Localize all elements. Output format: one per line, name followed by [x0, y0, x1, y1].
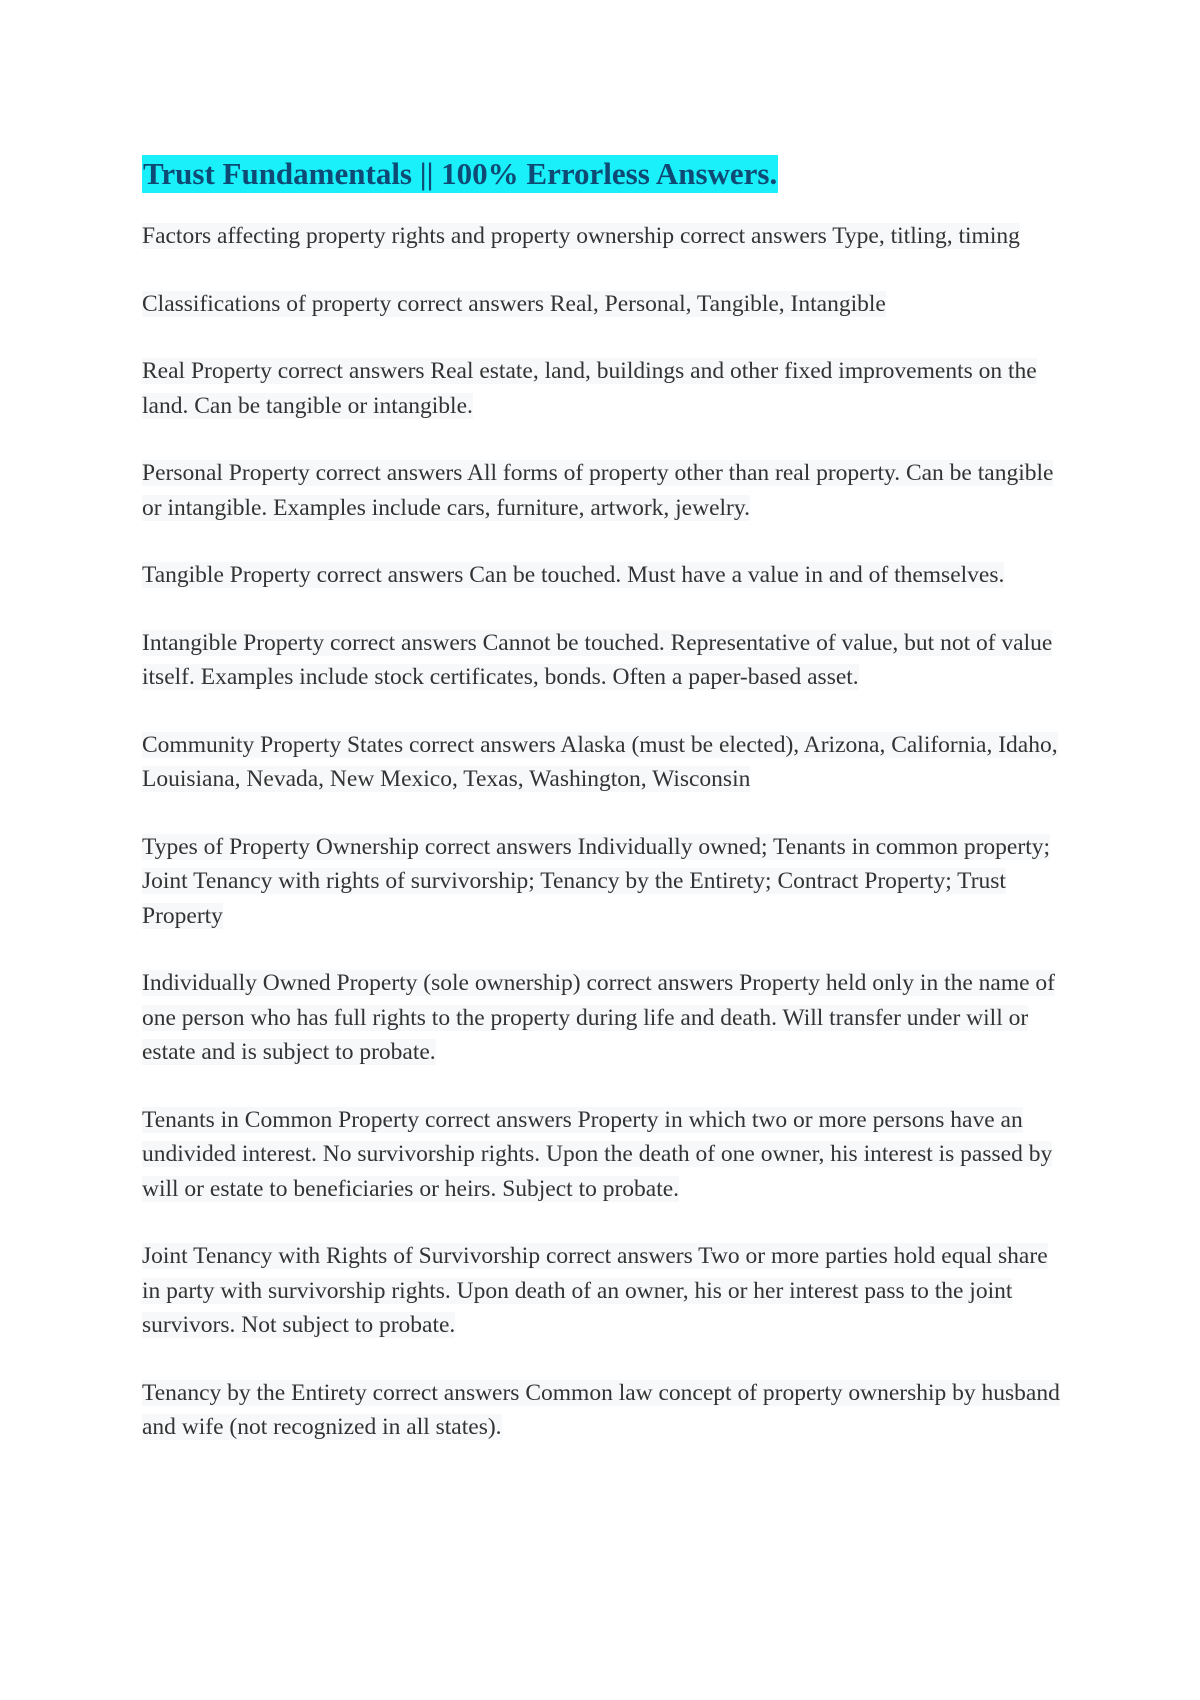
qa-entry-text: Joint Tenancy with Rights of Survivorship correct answers Two or more parties hold equal share in party with survivorship rights. Upon death of an owner, his or her interest pass to the joint survivors. Not subject to probate. [142, 1243, 1048, 1338]
qa-entry [142, 966, 1062, 1070]
qa-entry-text: Classifications of property correct answers Real, Personal, Tangible, Intangible [142, 290, 886, 317]
document-page [142, 155, 1062, 1478]
qa-entry [142, 219, 1062, 254]
qa-entry [142, 728, 1062, 797]
qa-entry [142, 354, 1062, 423]
qa-entry-text: Types of Property Ownership correct answers Individually owned; Tenants in common property; Joint Tenancy with rights of survivorship; Tenancy by the Entirety; Contract Property; Trust Property [142, 833, 1050, 929]
qa-entry [142, 626, 1062, 695]
qa-entry [142, 830, 1062, 934]
qa-entry-text: Community Property States correct answers Alaska (must be elected), Arizona, California, Idaho, Louisiana, Nevada, New Mexico, Texas, Washington, Wisconsin [142, 731, 1058, 792]
qa-entry-text: Personal Property correct answers All forms of property other than real property. Can be tangible or intangible. Examples include cars, furniture, artwork, jewelry. [142, 460, 1054, 521]
qa-entry [142, 558, 1062, 593]
qa-entry-text: Intangible Property correct answers Cannot be touched. Representative of value, but not of value itself. Examples include stock certificates, bonds. Often a paper-based asset. [142, 629, 1053, 690]
qa-entry-text: Factors affecting property rights and property ownership correct answers Type, titling, timing [142, 223, 1020, 249]
qa-entry [142, 1103, 1062, 1207]
document-title: Trust Fundamentals || 100% Errorless Answers. [143, 156, 778, 191]
qa-entry-text: Tenants in Common Property correct answers Property in which two or more persons have an undivided interest. No survivorship rights. Upon the death of one owner, his interest is passed by will or estate to beneficiaries or heirs. Subject to probate. [142, 1106, 1053, 1202]
qa-entry-text: Individually Owned Property (sole ownership) correct answers Property held only in the name of one person who has full rights to the property during life and death. Will transfer under will or estate and is subject to probate. [142, 970, 1056, 1065]
qa-entry-text: Real Property correct answers Real estate, land, buildings and other fixed improvements on the land. Can be tangible or intangible. [142, 358, 1037, 419]
qa-entry [142, 287, 1062, 322]
qa-entry [142, 1376, 1062, 1445]
qa-entry [142, 1239, 1062, 1343]
qa-entry [142, 456, 1062, 525]
qa-entry-text: Tenancy by the Entirety correct answers Common law concept of property ownership by husband and wife (not recognized in all states). [142, 1379, 1060, 1440]
qa-entry-text: Tangible Property correct answers Can be touched. Must have a value in and of themselves. [142, 562, 1005, 588]
